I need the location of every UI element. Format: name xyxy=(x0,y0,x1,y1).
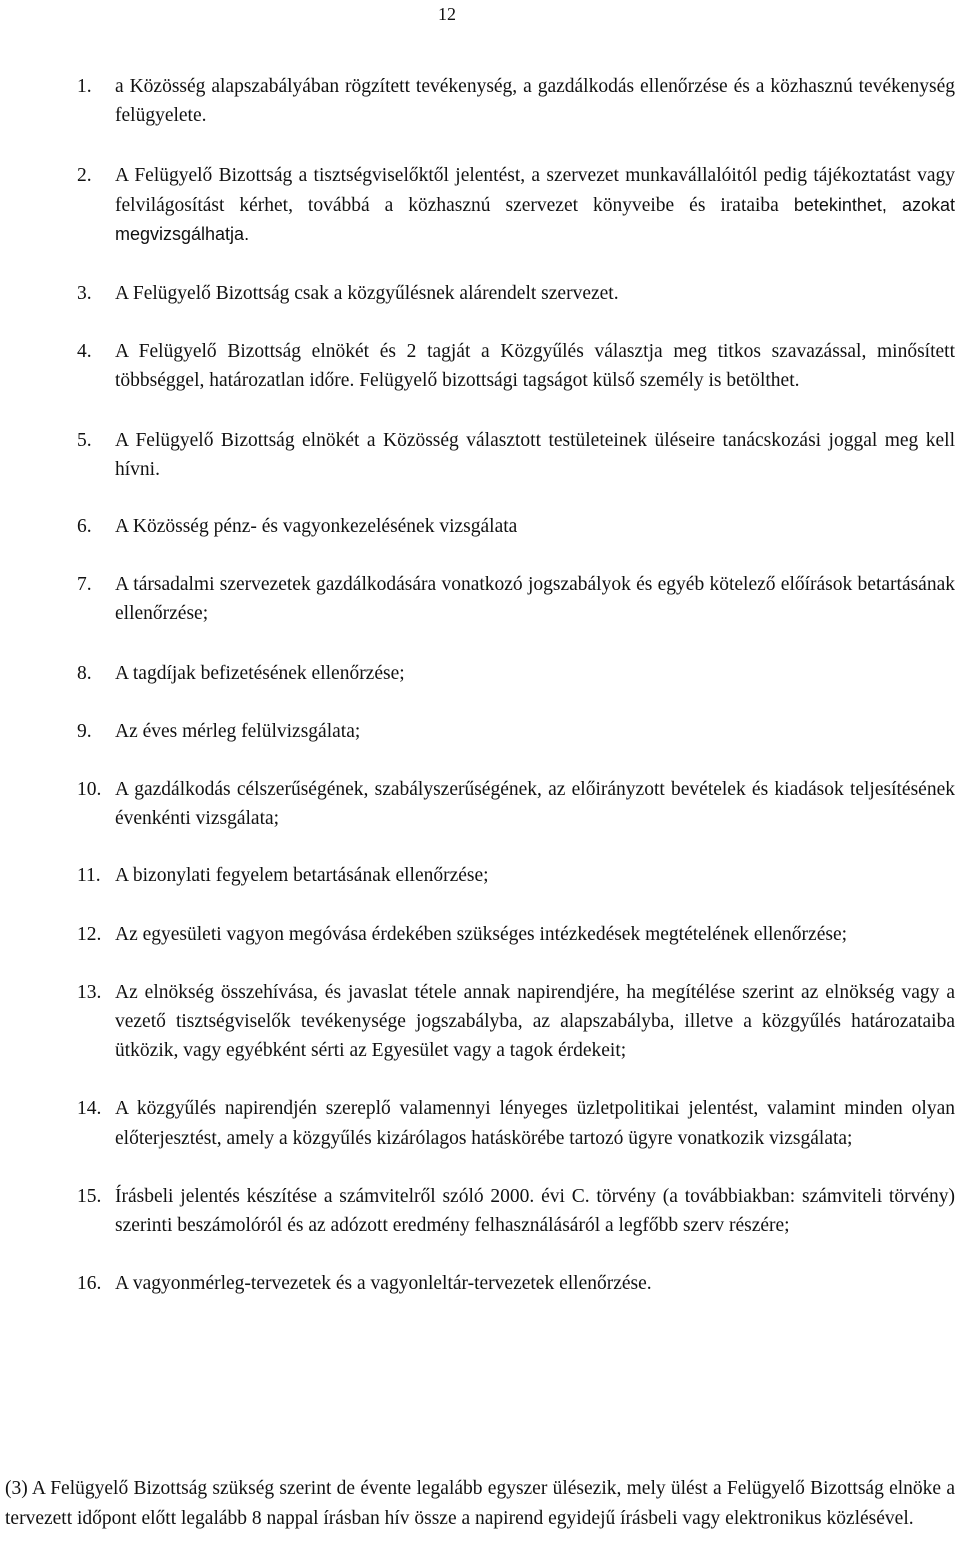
page-number: 12 xyxy=(438,4,456,24)
item-text-sans: betekinthet, azokat megvizsgálhatja. xyxy=(115,194,956,244)
list-item xyxy=(77,337,955,395)
item-text: A Felügyelő Bizottság csak a közgyűlésnek alárendelt szervezet. xyxy=(115,283,619,305)
item-text: Az éves mérleg felülvizsgálata; xyxy=(115,720,361,742)
item-text: Az elnökség összehívása, és javaslat tétele annak napirendjére, ha megítélése szerint az elnökség vagy a vezető tisztségviselők tevékenysége jogszabályba, az alapszabályba, illetve a közgyűlés határozataiba ütközik, vagy egyébként sérti az Egyesület vagy a tagok érdekeit; xyxy=(115,981,955,1062)
supervisory-board-duties-list xyxy=(77,72,955,1298)
list-item xyxy=(77,1182,955,1240)
item-text: A gazdálkodás célszerűségének, szabályszerűségének, az előirányzott bevételek és kiadások teljesítésének évenkénti vizsgálata; xyxy=(115,779,955,830)
list-item xyxy=(77,1269,955,1298)
list-item xyxy=(77,920,955,949)
item-text xyxy=(115,161,955,249)
item-text: a Közösség alapszabályában rögzített tevékenység, a gazdálkodás ellenőrzése és a közhasznú tevékenység felügyelete. xyxy=(115,76,955,127)
item-number: 1. xyxy=(77,76,92,97)
item-text: A Felügyelő Bizottság elnökét a Közösség választott testületeinek üléseire tanácskozási joggal meg kell hívni. xyxy=(115,429,955,480)
item-number: 8. xyxy=(77,662,92,684)
list-item xyxy=(77,861,955,890)
item-number: 11. xyxy=(77,865,101,887)
list-item xyxy=(77,426,955,484)
item-text: Az egyesületi vagyon megóvása érdekében szükséges intézkedések megtételének ellenőrzése; xyxy=(115,923,848,945)
item-number: 4. xyxy=(77,341,92,363)
list-item xyxy=(77,1094,955,1152)
item-text: A tagdíjak befizetésének ellenőrzése; xyxy=(115,662,405,684)
item-text: A Felügyelő Bizottság elnökét és 2 tagját a Közgyűlés választja meg titkos szavazással, minősített többséggel, határozatlan időre. Felügyelő bizottsági tagságot külső személy is betölthet. xyxy=(115,341,955,392)
item-number: 12. xyxy=(77,923,102,945)
list-item xyxy=(77,72,955,130)
item-text: Írásbeli jelentés készítése a számvitelről szóló 2000. évi C. törvény (a továbbiakban: számviteli törvény) szerinti beszámolóról és az adózott eredmény felhasználásáról a legfőbb szerv részére; xyxy=(115,1185,955,1237)
item-text: A közgyűlés napirendjén szereplő valamennyi lényeges üzletpolitikai jelentést, valamint minden olyan előterjesztést, amely a közgyűlés kizárólagos hatáskörébe tartozó ügyre vonatkozik vizsgálata; xyxy=(115,1098,955,1149)
list-item xyxy=(77,978,955,1066)
item-number: 13. xyxy=(77,981,102,1003)
item-number: 2. xyxy=(77,165,92,187)
list-item xyxy=(77,512,955,541)
list-item xyxy=(77,659,955,688)
item-text-serif: A Felügyelő Bizottság a tisztségviselőktől jelentést, a szervezet munkavállalóitól pedig tájékoztatást vagy felvilágosítást kérhet, továbbá a közhasznú szervezet könyveibe és irataiba xyxy=(115,165,955,216)
item-text: A vagyonmérleg-tervezetek és a vagyonleltár-tervezetek ellenőrzése. xyxy=(115,1273,652,1295)
item-number: 3. xyxy=(77,283,92,305)
item-number: 6. xyxy=(77,516,92,538)
item-number: 14. xyxy=(77,1098,102,1120)
list-item xyxy=(77,775,955,833)
item-number: 15. xyxy=(77,1185,102,1207)
list-item xyxy=(77,717,955,746)
list-item xyxy=(77,161,955,249)
item-text: A Közösség pénz- és vagyonkezelésének vizsgálata xyxy=(115,516,518,538)
item-number: 9. xyxy=(77,720,92,742)
item-number: 10. xyxy=(77,779,102,801)
closing-paragraph: (3) A Felügyelő Bizottság szükség szerint de évente legalább egyszer ülésezik, mely ülést a Felügyelő Bizottság elnöke a tervezett időpont előtt legalább 8 nappal írásban hív össze a napirend egyidejű írásbeli vagy elektronikus közlésével. xyxy=(5,1478,955,1529)
item-number: 7. xyxy=(77,574,92,596)
list-item xyxy=(77,279,955,308)
item-text: A bizonylati fegyelem betartásának ellenőrzése; xyxy=(115,865,489,887)
item-number: 16. xyxy=(77,1273,102,1295)
item-number: 5. xyxy=(77,429,92,451)
item-text: A társadalmi szervezetek gazdálkodására vonatkozó jogszabályok és egyéb kötelező előírások betartásának ellenőrzése; xyxy=(115,574,955,625)
list-item xyxy=(77,570,955,628)
